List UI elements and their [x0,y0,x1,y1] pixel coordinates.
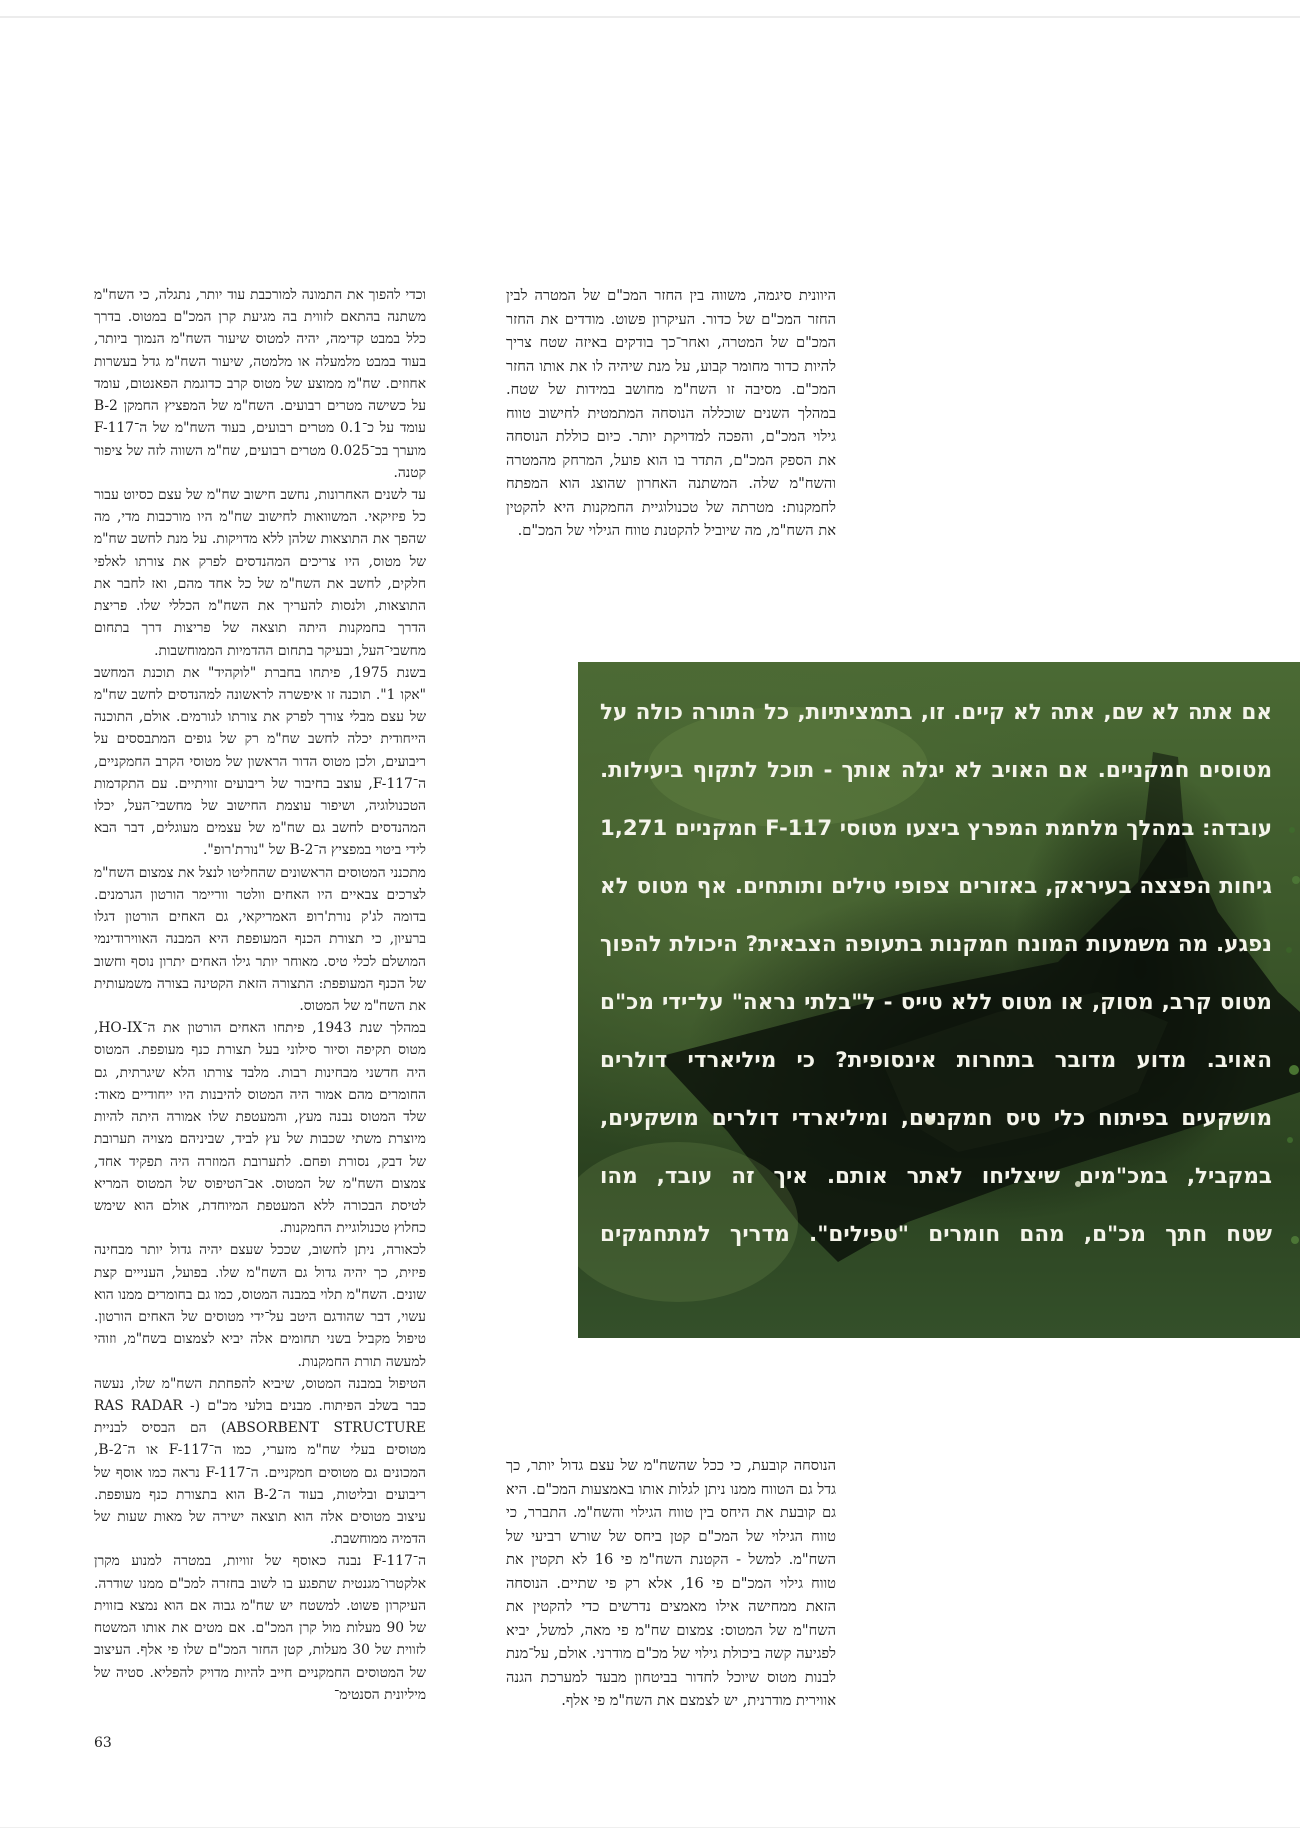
pull-quote-line: מטוסים חמקניים. אם האויב לא יגלה אותך - תוכל לתקוף ביעילות. [600,758,1272,783]
paragraph: עד לשנים האחרונות, נחשב חישוב שח"מ של עצם כסיוט עבור כל פיזיקאי. המשוואות לחישוב שח"מ היו מורכבות מדי, מה שהפך את התוצאות שלהן ללא מדויקות. על מנת לחשב שח"מ של מטוס, היו צריכים המהנדסים לפרק את צורתו לאלפי חלקים, לחשב את השח"מ של כל אחד מהם, ואז לחבר את התוצאות, ולנסות להעריך את השח"מ הכללי שלו. פריצת הדרך בחמקנות היתה תוצאה של פריצות דרך בתחום מחשבי־העל, ובעיקר בתחום ההדמיות הממוחשבות. [94,486,426,659]
paragraph: מתכנני המטוסים הראשונים שהחליטו לנצל את צמצום השח"מ לצרכים צבאיים היו האחים וולטר ווריימר הורטון הגרמנים. בדומה לג'ק נורת'רופ האמריקאי, גם האחים הורטון דגלו ברעיון, כי תצורת הכנף המעופפת היא המבנה האווירודינמי המושלם לכלי טיס. מאוחר יותר גילו האחים יתרון נוסף וחשוב של הכנף המעופפת: התצורה הזאת הקטינה בצורה משמעותית את השח"מ של המטוס. [94,864,426,1014]
pull-quote-photo-box [578,662,1300,1338]
article-column-right-bottom [506,1454,836,1724]
pull-quote-line: גיחות הפצצה בעיראק, באזורים צפופי טילים ותותחים. אף מטוס לא [600,874,1272,899]
photo-edge-specks [1284,820,1300,1300]
pull-quote-text [578,684,1300,1264]
pull-quote-line: במקביל, במכ"מים שיצליחו לאתר אותם. איך זה עובד, מהו [600,1164,1272,1189]
pull-quote-line: נפגע. מה משמעות המונח חמקנות בתעופה הצבאית? היכולת להפוך [600,932,1272,957]
paragraph: הטיפול במבנה המטוס, שיביא להפחתת השח"מ שלו, נעשה כבר בשלב הפיתוח. מבנים בולעי מכ"ם (- RAS RADAR ABSORBENT STRUCTURE) הם הבסיס לבניית מטוסים בעלי שח"מ מזערי, כמו ה־F-117 או ה־B-2, המכונים גם מטוסים חמקניים. ה־F-117 נראה כמו אוסף של ריבועים ובליטות, בעוד ה־B-2 הוא בתצורת כנף מעופפת. עיצוב מטוסים אלה הוא תוצאה ישירה של מאות שעות של הדמיה ממוחשבת. [94,1375,426,1548]
paragraph: היוונית סיגמה, משווה בין החזר המכ"ם של המטרה לבין החזר המכ"ם של כדור. העיקרון פשוט. מודדים את החזר המכ"ם של המטרה, ואחר־כך בודקים באיזה שטח צריך להיות כדור מחומר קבוע, על מנת שיהיה לו את אותו החזר המכ"ם. מסיבה זו השח"מ מחושב במידות של שטח. במהלך השנים שוכללה הנוסחה המתמטית לחישוב טווח גילוי המכ"ם, והפכה למדויקת יותר. כיום כוללת הנוסחה את הספק המכ"ם, התדר בו הוא פועל, המרחק מהמטרה והשח"מ שלה. המשתנה האחרון שהוצג הוא המפתח לחמקנות: מטרתה של טכנולוגיית החמקנות היא להקטין את השח"מ, מה שיוביל להקטנת טווח הגילוי של המכ"ם. [506,287,836,540]
article-column-left [94,284,426,1709]
article-column-right-top [506,284,836,548]
paragraph: ה־F-117 נבנה כאוסף של זוויות, במטרה למנוע מקרן אלקטרו־מגנטית שתפגע בו לשוב בחזרה למכ"ם ממנו שודרה. העיקרון פשוט. למשטח יש שח"מ גבוה אם הוא נמצא בזווית של 90 מעלות מול קרן המכ"ם. אם מטים את אותו המשטח לזווית של 30 מעלות, קטן החזר המכ"ם שלו פי אלף. העיצוב של המטוסים החמקניים חייב להיות מדויק להפליא. סטיה של מיליונית הסנטימ־ [94,1553,426,1703]
paragraph: וכדי להפוך את התמונה למורכבת עוד יותר, נתגלה, כי השח"מ משתנה בהתאם לזווית בה מגיעת קרן המכ"ם במטוס. בדרך כלל במבט קדימה, יהיה למטוס שיעור השח"מ הנמוך ביותר, בעוד במבט מלמעלה או מלמטה, שיעור השח"מ גדל בעשרות אחוזים. שח"מ ממוצע של מטוס קרב כדוגמת הפאנטום, עומד על כשישה מטרים רבועים. השח"מ של המפציץ החמקן B-2 עומד על כ־0.1 מטרים רבועים, בעוד השח"מ של ה־F-117 מוערך בכ־0.025 מטרים רבועים, שח"מ השווה לזה של ציפור קטנה. [94,287,426,481]
paragraph: הנוסחה קובעת, כי ככל שהשח"מ של עצם גדול יותר, כך גדל גם הטווח ממנו ניתן לגלות אותו באמצעות המכ"ם. היא גם קובעת את היחס בין טווח הגילוי והשח"מ. התברר, כי טווח הגילוי של המכ"ם קטן ביחס של שורש רביעי של השח"מ. למשל - הקטנת השח"מ פי 16 לא תקטין את טווח גילוי המכ"ם פי 16, אלא רק פי שתיים. הנוסחה הזאת ממחישה אילו מאמצים נדרשים כדי להקטין את השח"מ של המטוס: צמצום שח"מ פי מאה, למשל, יביא לפגיעה קשה ביכולת גילוי של מכ"ם מודרני. אולם, על־מנת לבנות מטוס שיוכל לחדור בביטחון מבעד למערכת הגנה אווירית מודרנית, יש לצמצם את השח"מ פי אלף. [506,1457,836,1710]
pull-quote-line: האויב. מדוע מדובר בתחרות אינסופית? כי מיליארדי דולרים [600,1048,1272,1073]
pull-quote-line: מושקעים בפיתוח כלי טיס חמקניים, ומיליארדי דולרים מושקעים, [600,1106,1272,1131]
pull-quote-line: עובדה: במהלך מלחמת המפרץ ביצעו מטוסי F-117 חמקניים 1,271 [600,816,1272,841]
paragraph: בשנת 1975, פיתחו בחברת "לוקהיד" את תוכנת המחשב "אקו 1". תוכנה זו איפשרה לראשונה למהנדסים לחשב שח"מ של עצם מבלי צורך לפרק את צורתו לגורמים. אולם, התוכנה הייחודית יכלה לחשב שח"מ רק של גופים המתבססים על ריבועים, ולכן מטוס הדור הראשון של מטוסי הקרב החמקניים, ה־F-117, עוצב בחיבור של ריבועים זוויתיים. עם התקדמות הטכנולוגיה, ושיפור עוצמת החישוב של מחשבי־העל, יכלו המהנדסים לחשב גם שח"מ של עצמים מעוגלים, דבר הבא לידי ביטוי במפציץ ה־B-2 של "נורת'רופ". [94,664,426,859]
pull-quote-line: מטוס קרב, מסוק, או מטוס ללא טייס - ל"בלתי נראה" על־ידי מכ"ם [600,990,1272,1015]
pull-quote-line: שטח חתך מכ"ם, מהם חומרים "טפילים". מדריך למתחמקים [600,1222,1272,1247]
paragraph: לכאורה, ניתן לחשוב, שככל שעצם יהיה גדול יותר מבחינה פיזית, כך יהיה גדול גם השח"מ שלו. בפועל, הענייים קצת שונים. השח"מ תלוי במבנה המטוס, כמו גם בחומרים ממנו הוא עשוי, דבר שהודגם היטב על־ידי מטוסים של האחים הורטון. טיפול מקביל בשני תחומים אלה יביא לצמצום בשח"מ, וזוהי למעשה תורת החמקנות. [94,1242,426,1370]
scan-edge-top [0,0,1300,18]
paragraph: במהלך שנת 1943, פיתחו האחים הורטון את ה־HO-IX, מטוס תקיפה וסיור סילוני בעל תצורת כנף מעופפת. המטוס היה חדשני מבחינות רבות. מלבד צורתו הלא שיגרתית, גם החומרים מהם אמור היה המטוס להיבנות היו ייחודיים מאוד: שלד המטוס נבנה מעץ, והמעטפת שלו אמורה היתה להיות מיוצרת משתי שכבות של עץ לביד, שביניהם מצויה תערובת של דבק, נסורת ופחם. לתערובת המוזרה היה תפקיד אחד, צמצום השח"מ של המטוס. אב־הטיפוס של המטוס המריא לטיסת הבכורה ללא המעטפת המיוחדת, אולם הוא שימש כחלוץ טכנולוגיית החמקנות. [94,1020,426,1237]
page-number: 63 [94,1735,112,1751]
pull-quote-line: אם אתה לא שם, אתה לא קיים. זו, בתמציתיות, כל התורה כולה על [600,700,1272,725]
scan-edge-bottom [0,1827,1300,1839]
